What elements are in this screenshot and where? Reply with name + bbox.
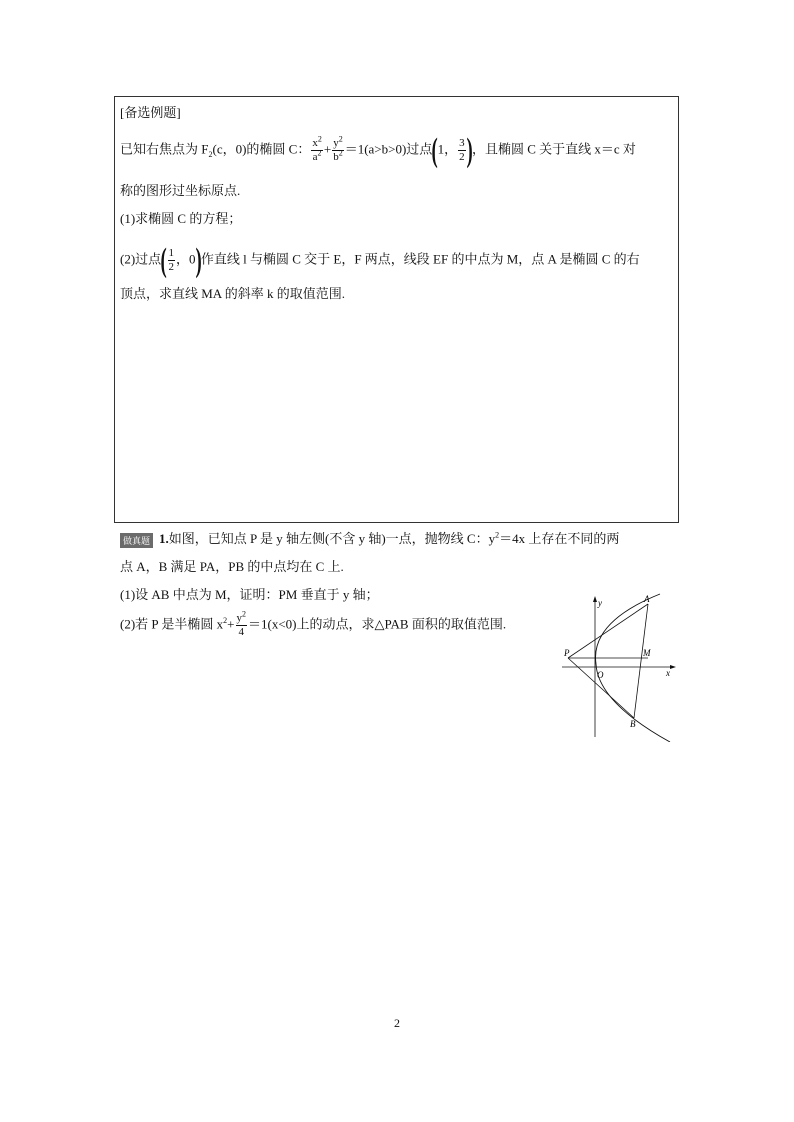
page-number: 2: [394, 1016, 400, 1030]
example-question-2-cont: 顶点，求直线 MA 的斜率 k 的取值范围.: [120, 286, 345, 301]
label-P: P: [564, 648, 570, 658]
example-question-1: (1)求椭圆 C 的方程；: [120, 211, 242, 226]
example-heading: [备选例题]: [120, 105, 181, 120]
segment-AB: [634, 604, 648, 718]
problem-line-2: 点 A，B 满足 PA，PB 的中点均在 C 上.: [120, 559, 344, 574]
parabola-figure: [560, 592, 680, 742]
label-M: M: [643, 648, 651, 658]
example-line-2: 称的图形过坐标原点.: [120, 183, 241, 198]
problem-question-1: (1)设 AB 中点为 M，证明：PM 垂直于 y 轴；: [120, 587, 379, 602]
label-y: y: [598, 598, 602, 608]
point-half-zero: $\frac{1}{2}$ ，0: [168, 247, 196, 274]
fraction-x2-a2: $\frac{x^2}{a^2}$: [312, 134, 322, 164]
label-A: A: [644, 594, 650, 604]
y-axis-arrow: [593, 596, 597, 602]
label-x: x: [666, 668, 670, 678]
label-O: O: [597, 670, 604, 680]
point-1-three-halves: 1， $\frac{3}{2}$: [437, 137, 465, 164]
x-axis-arrow: [670, 665, 676, 669]
label-B: B: [630, 719, 636, 729]
problem-question-2: (2)若 P 是半椭圆 $x^2+$ $\frac{y^2}{4}$ ＝1(x<0)上的动点，求△PAB 面积的取值范围.: [120, 609, 507, 638]
example-question-2: (2)过点( $\frac{1}{2}$ ，0)作直线 l 与椭圆 C 交于 E，F 两点，线段 EF 的中点为 M，点 A 是椭圆 C 的右: [120, 242, 640, 279]
example-line-1: 已知右焦点为 $F_2(c$，0)的椭圆 C： $\frac{x^2}{a^2}$ + $\frac{y^2}{b^2}$ ＝1(a>b>0)过点(1， $\frac{3}{2}$ )，且椭圆 C 关于直线 x＝c 对: [120, 132, 636, 169]
problem-line-1: 做真题 1.如图，已知点 P 是 y 轴左侧(不含 y 轴)一点，抛物线 C：$y^2=4x$ 上存在不同的两: [120, 528, 619, 548]
fraction-y2-b2: $\frac{y^2}{b^2}$: [333, 134, 343, 164]
segment-PA: [568, 604, 648, 658]
problem-badge: 做真题: [120, 533, 153, 548]
